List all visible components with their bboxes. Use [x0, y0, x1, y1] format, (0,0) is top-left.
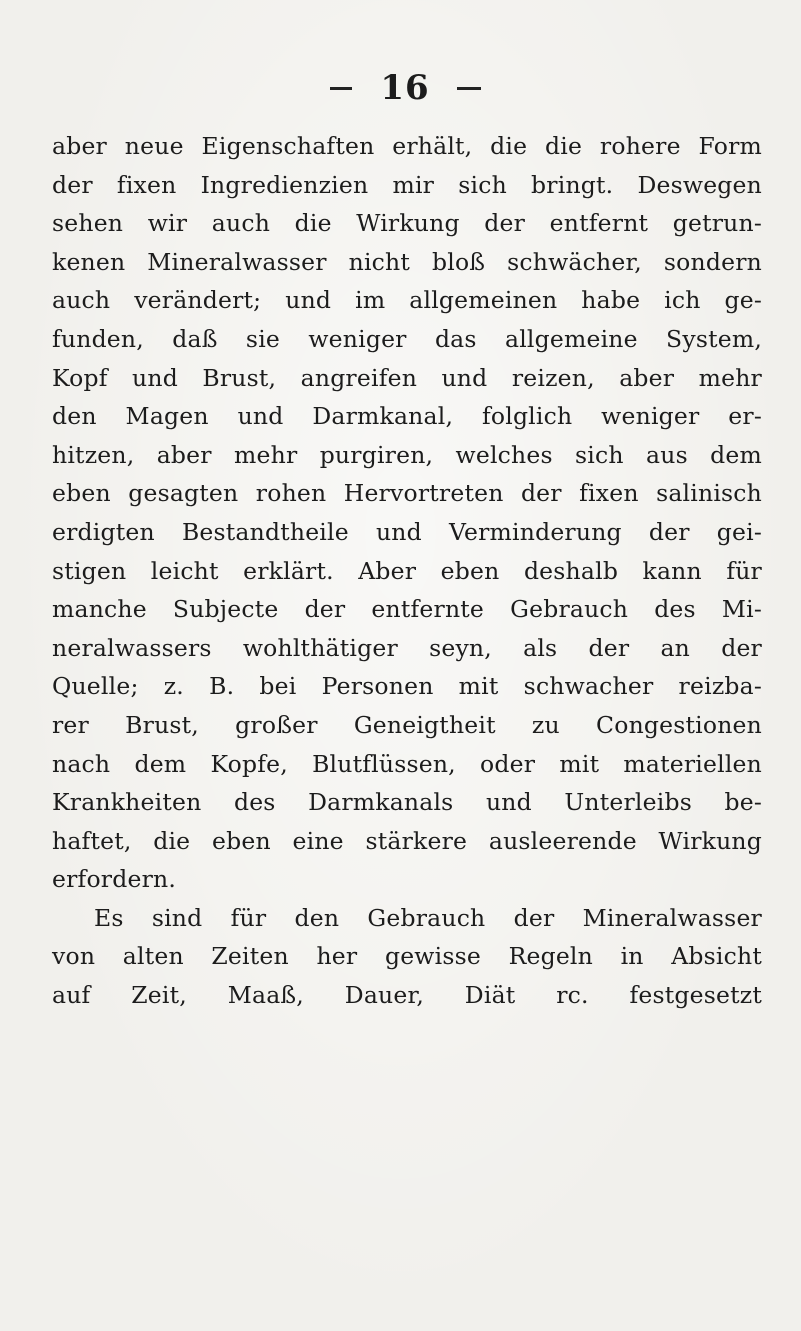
right-dash: [457, 87, 481, 90]
text-line: Krankheiten des Darmkanals und Unterleibs be-: [52, 788, 762, 817]
page-header: [0, 66, 801, 110]
text-line: Quelle; z. B. bei Personen mit schwacher reizba-: [52, 672, 762, 701]
text-line: von alten Zeiten her gewisse Regeln in Absicht: [52, 942, 762, 971]
text-line: aber neue Eigenschaften erhält, die die rohere Form: [52, 132, 762, 160]
text-line: haftet, die eben eine stärkere ausleerende Wirkung: [52, 826, 762, 855]
text-line: neralwassers wohlthätiger seyn, als der an der: [52, 633, 762, 662]
text-line: eben gesagten rohen Hervortreten der fixen salinisch: [52, 479, 762, 508]
left-dash: [330, 87, 352, 90]
text-line: funden, daß sie weniger das allgemeine System,: [52, 324, 762, 353]
paragraph-end-line: erfordern.: [52, 865, 177, 894]
text-line: manche Subjecte der entfernte Gebrauch des Mi-: [52, 595, 762, 624]
text-line: Kopf und Brust, angreifen und reizen, aber mehr: [52, 363, 762, 392]
body-text: [52, 127, 762, 1015]
text-line: der fixen Ingredienzien mir sich bringt. Deswegen: [52, 170, 762, 199]
text-line: sehen wir auch die Wirkung der entfernt getrun-: [52, 209, 762, 238]
text-line: auf Zeit, Maaß, Dauer, Diät rc. festgesetzt: [52, 981, 762, 1010]
text-line: rer Brust, großer Geneigtheit zu Congestionen: [52, 710, 762, 739]
text-line: nach dem Kopfe, Blutflüssen, oder mit materiellen: [52, 749, 762, 778]
text-line: erdigten Bestandtheile und Verminderung der gei-: [52, 517, 762, 546]
text-line: auch verändert; und im allgemeinen habe ich ge-: [52, 286, 762, 315]
text-line: kenen Mineralwasser nicht bloß schwächer, sondern: [52, 247, 762, 276]
text-line: den Magen und Darmkanal, folglich weniger er-: [52, 402, 762, 431]
text-line: stigen leicht erklärt. Aber eben deshalb kann für: [52, 556, 762, 585]
page-number: 16: [380, 68, 430, 108]
paragraph-start-line: Es sind für den Gebrauch der Mineralwasser: [94, 903, 762, 932]
text-line: hitzen, aber mehr purgiren, welches sich aus dem: [52, 440, 762, 469]
